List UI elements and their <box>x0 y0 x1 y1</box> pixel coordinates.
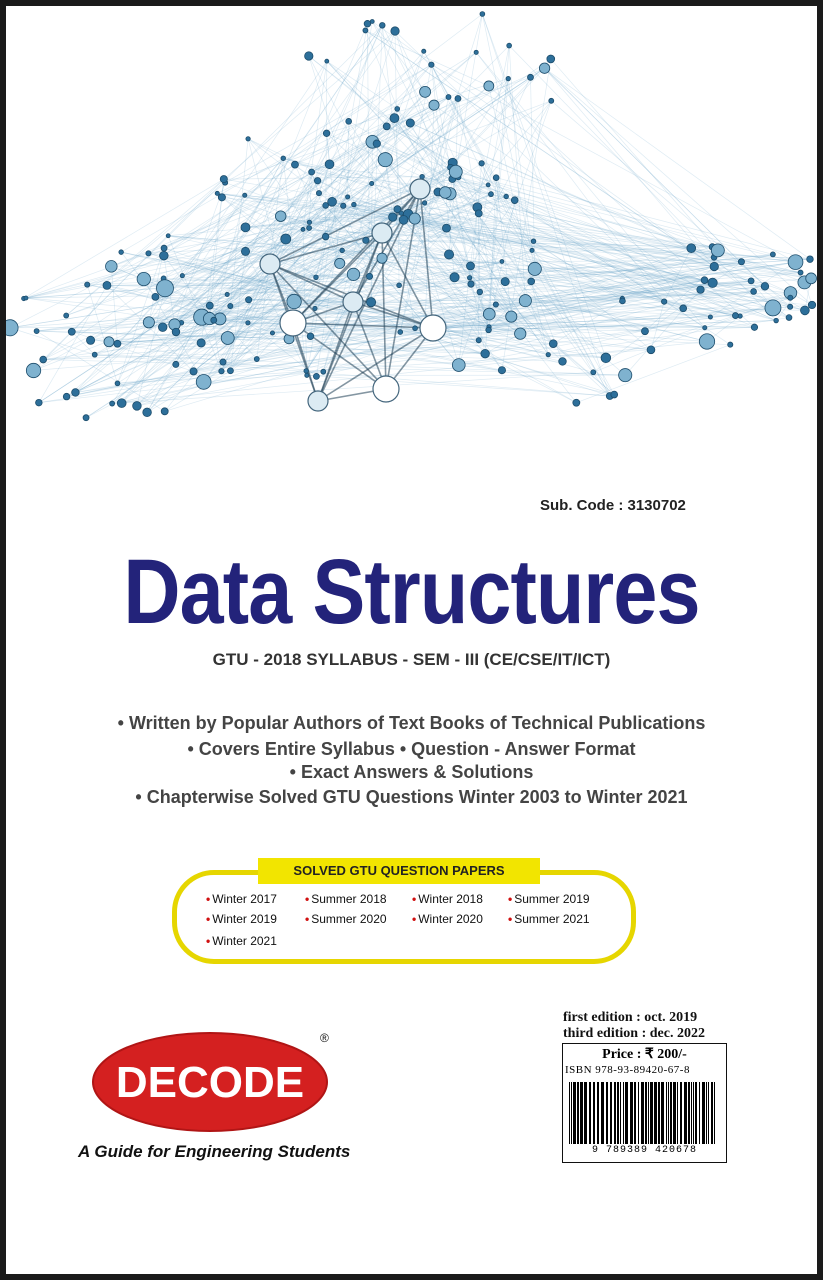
feature-text-1: Written by Popular Authors of Text Books of Technical Publications <box>128 713 706 733</box>
paper-item: • Winter 2018 <box>412 892 483 906</box>
network-graph-illustration <box>6 6 817 506</box>
solved-papers-heading: SOLVED GTU QUESTION PAPERS <box>258 858 540 884</box>
paper-item: • Summer 2019 <box>508 892 590 906</box>
decode-logo <box>92 1030 330 1132</box>
paper-item: • Winter 2021 <box>206 934 277 948</box>
feature-line-4: • Chapterwise Solved GTU Questions Winter 2003 to Winter 2021 <box>135 787 688 807</box>
subject-code: Sub. Code : 3130702 <box>540 497 686 514</box>
barcode-number: 9 789389 420678 <box>591 1145 697 1156</box>
logo-text: DECODE <box>115 1058 305 1107</box>
price-barcode-box <box>562 1043 727 1163</box>
book-title: Data Structures <box>123 541 700 643</box>
feature-line-1: • Written by Popular Authors of Text Books of Technical Publications <box>117 713 706 733</box>
paper-item: • Summer 2021 <box>508 912 590 926</box>
paper-item: • Summer 2020 <box>305 912 387 926</box>
paper-item: • Winter 2019 <box>206 912 277 926</box>
feature-text-2b: Question - Answer Format <box>411 739 636 759</box>
first-edition: first edition : oct. 2019 <box>563 1010 698 1025</box>
paper-item: • Winter 2020 <box>412 912 483 926</box>
feature-text-3: Exact Answers & Solutions <box>300 762 534 782</box>
syllabus-line: GTU - 2018 SYLLABUS - SEM - III (CE/CSE/IT/ICT) <box>212 650 611 669</box>
feature-line-3: • Exact Answers & Solutions <box>289 762 534 782</box>
feature-text-4: Chapterwise Solved GTU Questions Winter 2003 to Winter 2021 <box>146 787 688 807</box>
feature-line-2: • Covers Entire Syllabus • Question - Answer Format <box>187 739 636 759</box>
price-label: Price : ₹ 200/- <box>602 1047 687 1062</box>
third-edition: third edition : dec. 2022 <box>563 1026 705 1041</box>
paper-item: • Winter 2017 <box>206 892 277 906</box>
isbn-label: ISBN 978-93-89420-67-8 <box>565 1064 690 1076</box>
feature-text-2a: Covers Entire Syllabus <box>198 739 395 759</box>
tagline: A Guide for Engineering Students <box>78 1142 351 1161</box>
paper-item: • Summer 2018 <box>305 892 387 906</box>
registered-mark: ® <box>320 1031 329 1045</box>
barcode-icon <box>567 1082 721 1144</box>
